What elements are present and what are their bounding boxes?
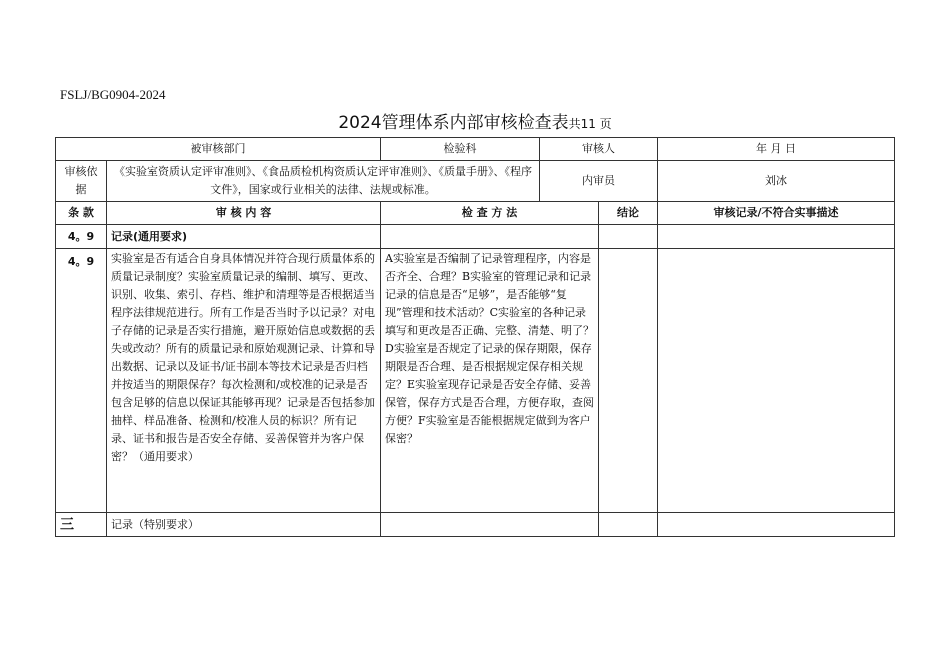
row-clause: 三: [56, 513, 107, 537]
row-method: [381, 513, 599, 537]
title-text: 2024管理体系内部审核检查表: [338, 113, 569, 133]
row-record: [658, 249, 895, 513]
row-conclusion: [599, 225, 658, 249]
page-count: 共11 页: [568, 117, 612, 131]
row-record: [658, 225, 895, 249]
col-conclusion: 结论: [599, 202, 658, 225]
row-clause: 4。9: [56, 249, 107, 513]
row-method: A实验室是否编制了记录管理程序，内容是否齐全、合理？B实验室的管理记录和记录记录的信息是否“足够”，是否能够“复现”管理和技术活动？C实验室的各种记录填写和更改是否正确、完整、清楚、明了？D实验室是否规定了记录的保存期限，保存期限是否合理、是否根据规定保存相关规定？E实验室现存记录是否安全存储、妥善保管，保存方式是否合理，方便存取，查阅方便？F实验室是否能根据规定做到为客户保密？: [381, 249, 599, 513]
basis-label: 审核依据: [56, 161, 107, 202]
dept-value: 检验科: [381, 138, 540, 161]
row-content: 实验室是否有适合自身具体情况并符合现行质量体系的质量记录制度？实验室质量记录的编制、填写、更改、识别、收集、索引、存档、维护和清理等是否根据适当程序法律规范进行。所有工作是否当时予以记录？对电子存储的记录是否实行措施，避开原始信息或数据的丢失或改动？所有的质量记录和原始观测记录、计算和导出数据、记录以及证书/证书副本等技术记录是否归档并按适当的期限保存？每次检测和/或校准的记录是否包含足够的信息以保证其能够再现？记录是否包括参加抽样、样品准备、检测和/校准人员的标识？所有记录、证书和报告是否安全存储、妥善保管并为客户保密？（通用要求）: [107, 249, 381, 513]
info-row-dept: [56, 138, 895, 161]
basis-text: 《实验室资质认定评审准则》、《食品质检机构资质认定评审准则》、《质量手册》、《程序文件》，国家或行业相关的法律、法规或标准。: [107, 161, 540, 202]
col-content: 审 核 内 容: [107, 202, 381, 225]
internal-auditor-label: 内审员: [540, 161, 658, 202]
auditor-label: 审核人: [540, 138, 658, 161]
row-content: 记录(通用要求): [107, 225, 381, 249]
audit-date: 年 月 日: [658, 138, 895, 161]
row-clause: 4。9: [56, 225, 107, 249]
internal-auditor-name: 刘冰: [658, 161, 895, 202]
document-code: FSLJ/BG0904-2024: [60, 87, 166, 102]
table-row: [56, 249, 895, 513]
row-record: [658, 513, 895, 537]
info-row-basis: [56, 161, 895, 202]
table-row: [56, 513, 895, 537]
row-conclusion: [599, 249, 658, 513]
row-content: 记录（特别要求）: [107, 513, 381, 537]
col-method: 检 查 方 法: [381, 202, 599, 225]
col-clause: 条 款: [56, 202, 107, 225]
table-row: [56, 225, 895, 249]
row-method: [381, 225, 599, 249]
page-title: [0, 108, 950, 133]
column-header-row: [56, 202, 895, 225]
audit-checklist-table: [55, 137, 895, 537]
col-record: 审核记录/不符合实事描述: [658, 202, 895, 225]
dept-label: 被审核部门: [56, 138, 381, 161]
row-conclusion: [599, 513, 658, 537]
